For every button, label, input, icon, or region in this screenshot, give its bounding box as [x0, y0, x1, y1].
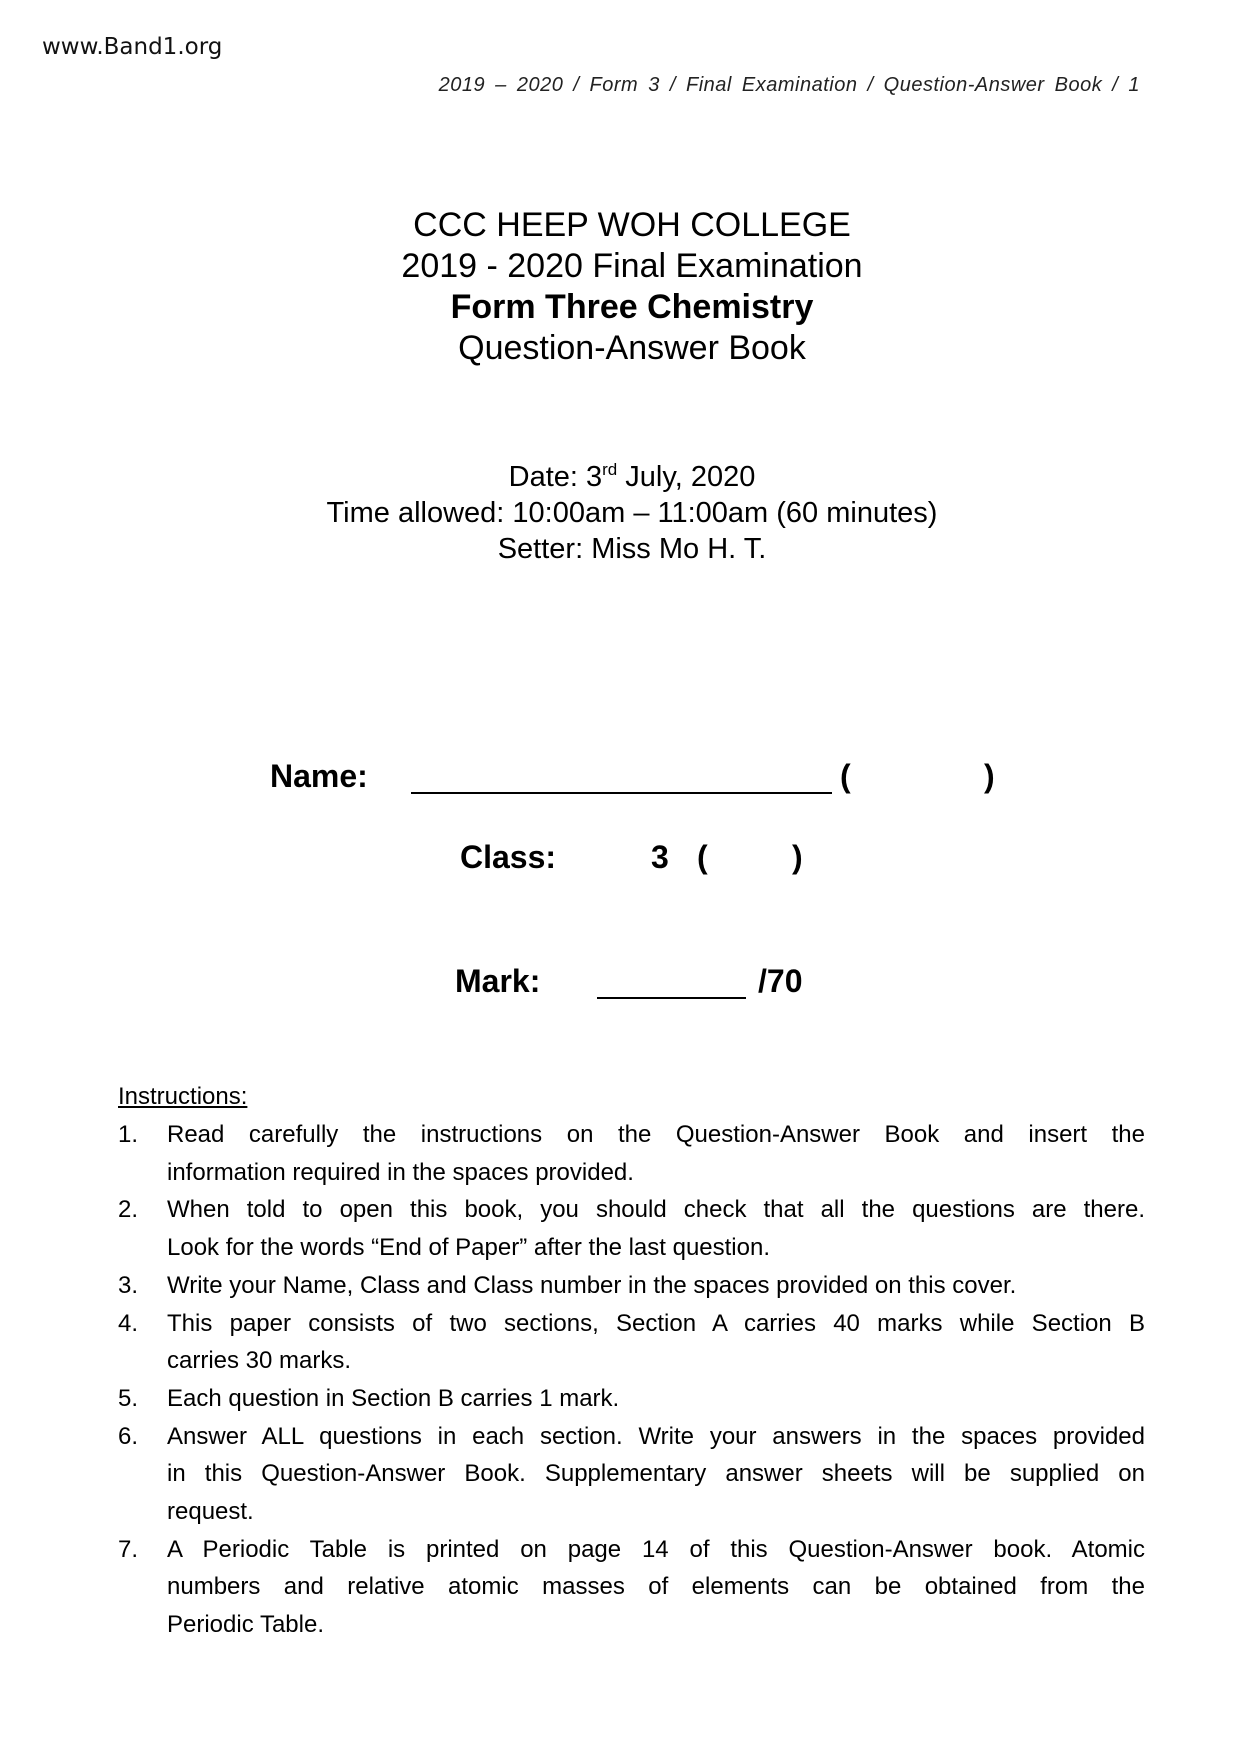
mark-field[interactable]: [597, 997, 746, 999]
class-number-field[interactable]: [860, 762, 978, 798]
running-header: 2019 – 2020 / Form 3 / Final Examination / Question-Answer Book / 1: [438, 74, 1140, 96]
subject-title: Form Three Chemistry: [450, 288, 814, 326]
instruction-number: 4.: [118, 1309, 139, 1337]
school-name: CCC HEEP WOH COLLEGE: [413, 206, 851, 244]
instruction-line: Answer ALL questions in each section. Write your answers in the spaces provided: [167, 1422, 1145, 1450]
title-block: [0, 205, 1240, 369]
instruction-text: [167, 1116, 1145, 1191]
instruction-text: [167, 1418, 1145, 1531]
instruction-text: [167, 1380, 1145, 1418]
name-field[interactable]: [411, 792, 832, 794]
instruction-line: Write your Name, Class and Class number in the spaces provided on this cover.: [167, 1271, 1017, 1299]
instruction-number: 7.: [118, 1535, 139, 1563]
watermark-url: www.Band1.org: [42, 34, 223, 60]
exam-date: [0, 452, 1240, 495]
instruction-item: [118, 1531, 1145, 1644]
name-label: Name:: [270, 758, 368, 794]
instruction-item: [118, 1380, 1145, 1418]
instruction-line: A Periodic Table is printed on page 14 of this Question-Answer book. Atomic: [167, 1535, 1145, 1563]
mark-label: Mark:: [455, 963, 541, 999]
class-field[interactable]: [716, 843, 786, 879]
class-number-close-paren: ): [984, 758, 995, 794]
instruction-line: request.: [167, 1498, 254, 1526]
class-label: Class:: [460, 839, 557, 875]
instruction-number: 5.: [118, 1384, 139, 1412]
exam-name: 2019 - 2020 Final Examination: [401, 247, 863, 285]
instruction-line: numbers and relative atomic masses of elements can be obtained from the: [167, 1573, 1145, 1601]
instructions-heading: Instructions:: [118, 1083, 248, 1110]
instruction-text: [167, 1267, 1145, 1305]
instruction-text: [167, 1531, 1145, 1644]
instruction-number: 2.: [118, 1196, 139, 1224]
book-title: Question-Answer Book: [458, 329, 806, 367]
class-number-open-paren: (: [840, 758, 851, 794]
instruction-line: This paper consists of two sections, Section A carries 40 marks while Section B: [167, 1309, 1145, 1337]
class-form-number: 3: [651, 839, 669, 875]
instruction-number: 1.: [118, 1121, 139, 1148]
setter: Setter: Miss Mo H. T.: [497, 533, 767, 565]
instruction-number: 6.: [118, 1422, 139, 1450]
instruction-number: 3.: [118, 1271, 139, 1299]
exam-meta: [0, 452, 1240, 567]
mark-total: /70: [758, 963, 803, 999]
instruction-line: in this Question-Answer Book. Supplementary answer sheets will be supplied on: [167, 1460, 1145, 1488]
instruction-line: carries 30 marks.: [167, 1347, 352, 1375]
instruction-item: [118, 1116, 1145, 1191]
time-allowed: Time allowed: 10:00am – 11:00am (60 minutes): [326, 497, 938, 529]
instruction-line: Read carefully the instructions on the Question-Answer Book and insert the: [167, 1121, 1145, 1148]
instruction-line: Periodic Table.: [167, 1611, 324, 1639]
instruction-item: [118, 1191, 1145, 1266]
instruction-item: [118, 1267, 1145, 1305]
instruction-line: Look for the words “End of Paper” after the last question.: [167, 1234, 770, 1262]
instruction-item: [118, 1305, 1145, 1380]
instruction-line: information required in the spaces provided.: [167, 1158, 634, 1186]
instruction-line: Each question in Section B carries 1 mark.: [167, 1384, 620, 1412]
instruction-text: [167, 1305, 1145, 1380]
class-close-paren: ): [792, 839, 803, 875]
instruction-text: [167, 1191, 1145, 1266]
class-open-paren: (: [697, 839, 708, 875]
instruction-item: [118, 1418, 1145, 1531]
instruction-line: When told to open this book, you should check that all the questions are there.: [167, 1196, 1145, 1224]
date-suffix: July, 2020: [617, 461, 756, 493]
date-superscript: rd: [602, 460, 618, 479]
date-prefix: Date: 3: [508, 461, 603, 493]
instructions-list: [118, 1116, 1145, 1644]
